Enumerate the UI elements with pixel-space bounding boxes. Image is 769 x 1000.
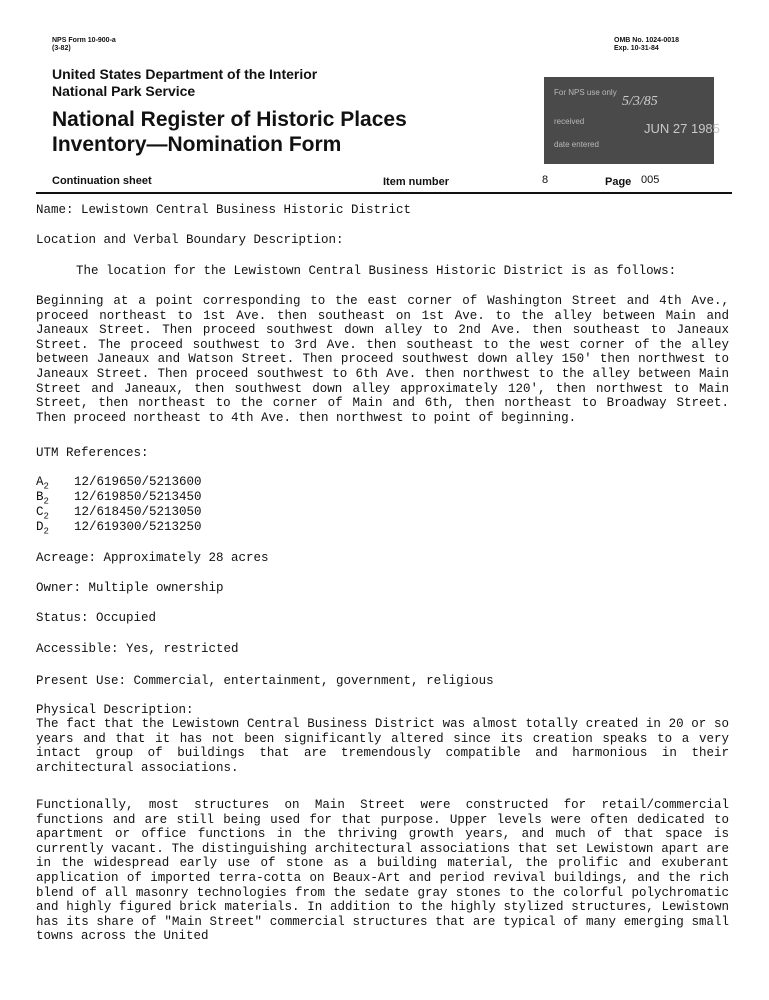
utm-row bbox=[36, 520, 202, 537]
form-number: NPS Form 10-900-a bbox=[52, 37, 116, 44]
form-revision: (3-82) bbox=[52, 45, 71, 52]
nps-use-stamp bbox=[544, 77, 720, 164]
utm-value: 12/618450/5213050 bbox=[74, 505, 202, 519]
utm-value: 12/619300/5213250 bbox=[74, 520, 202, 534]
stamp-received-date: JUN 27 1985 bbox=[644, 121, 720, 136]
status: Status: Occupied bbox=[36, 611, 157, 625]
physical-description-paragraph: The fact that the Lewistown Central Business District was almost totally created in 20 or so years and that it has not been significantly altered since its creation speaks to a very intact group of buildings that are tremendously compatible and harmonious in their architectural associations. bbox=[36, 717, 729, 775]
item-number-value: 8 bbox=[542, 174, 549, 186]
functional-description-paragraph: Functionally, most structures on Main Street were constructed for retail/commercial functions and are still being used for that purpose. Upper levels were often dedicated to apartment or office functions in the thriving growth years, and much of that space is currently vacant. The distinguishing architectural associations that set Lewistown apart are in the widespread early use of stone as a building material, the prolific and exuberant application of imported terra-cotta on Beaux-Art and period revival buildings, and the rich blend of all masonry technologies from the sedate gray stones to the colorful polychromatic and highly figured brick materials. In addition to the highly stylized structures, Lewistown has its share of "Main Street" commercial structures that are typical of many emerging small towns across the United bbox=[36, 798, 729, 944]
form-id bbox=[52, 37, 116, 53]
page-label: Page bbox=[605, 176, 632, 188]
agency-block bbox=[52, 66, 317, 100]
acreage: Acreage: Approximately 28 acres bbox=[36, 551, 269, 565]
utm-label: $C_2$ bbox=[36, 505, 49, 522]
stamp-received-label: received bbox=[554, 117, 585, 126]
boundary-description: Beginning at a point corresponding to the east corner of Washington Street and 4th Ave., proceed northeast to 1st Ave. then southeast on 1st Ave. to the alley between Main and Janeaux Street. Then proceed southwest down alley to 2nd Ave. then southeast to Janeaux Street. The proceed southwest to 3rd Ave. then southeast to the west corner of the alley between Janeaux and Watson Street. Then proceed southwest down alley 150' then northwest to Janeaux Street. Then proceed southwest to 6th Ave. then northwest to the alley between Main Street and Janeaux, then southwest down alley approximately 120', then northwest to Main Street, then northeast to the corner of Main and 6th, then northeast to Broadway Street. Then proceed northeast to 4th Ave. then northwest to point of beginning. bbox=[36, 294, 729, 425]
service-name: National Park Service bbox=[52, 83, 196, 99]
utm-value: 12/619850/5213450 bbox=[74, 490, 202, 504]
utm-value: 12/619650/5213600 bbox=[74, 475, 202, 489]
omb-number: OMB No. 1024-0018 bbox=[614, 37, 679, 44]
stamp-handwritten-date: 5/3/85 bbox=[622, 94, 658, 109]
form-title-line2: Inventory—Nomination Form bbox=[52, 133, 342, 156]
stamp-for-nps-use: For NPS use only bbox=[554, 88, 617, 97]
omb-info bbox=[614, 37, 679, 53]
utm-label: $B_2$ bbox=[36, 490, 49, 507]
utm-label: $A_2$ bbox=[36, 475, 49, 492]
utm-heading: UTM References: bbox=[36, 446, 149, 460]
omb-expiration: Exp. 10-31-84 bbox=[614, 45, 659, 52]
utm-label: $D_2$ bbox=[36, 520, 49, 537]
present-use: Present Use: Commercial, entertainment, government, religious bbox=[36, 674, 494, 688]
form-title bbox=[52, 107, 407, 157]
owner: Owner: Multiple ownership bbox=[36, 581, 224, 595]
location-heading: Location and Verbal Boundary Description: bbox=[36, 233, 344, 247]
item-number-label: Item number bbox=[383, 176, 450, 188]
page-number: 005 bbox=[641, 174, 660, 186]
physical-description-heading: Physical Description: bbox=[36, 703, 194, 717]
continuation-sheet-label: Continuation sheet bbox=[52, 175, 152, 187]
district-name: Name: Lewistown Central Business Historic District bbox=[36, 203, 412, 217]
stamp-date-entered-label: date entered bbox=[554, 140, 599, 149]
location-intro: The location for the Lewistown Central Business Historic District is as follows: bbox=[76, 264, 677, 278]
form-title-line1: National Register of Historic Places bbox=[52, 108, 407, 131]
department-name: United States Department of the Interior bbox=[52, 66, 318, 82]
header-divider bbox=[36, 192, 732, 194]
accessible: Accessible: Yes, restricted bbox=[36, 642, 239, 656]
